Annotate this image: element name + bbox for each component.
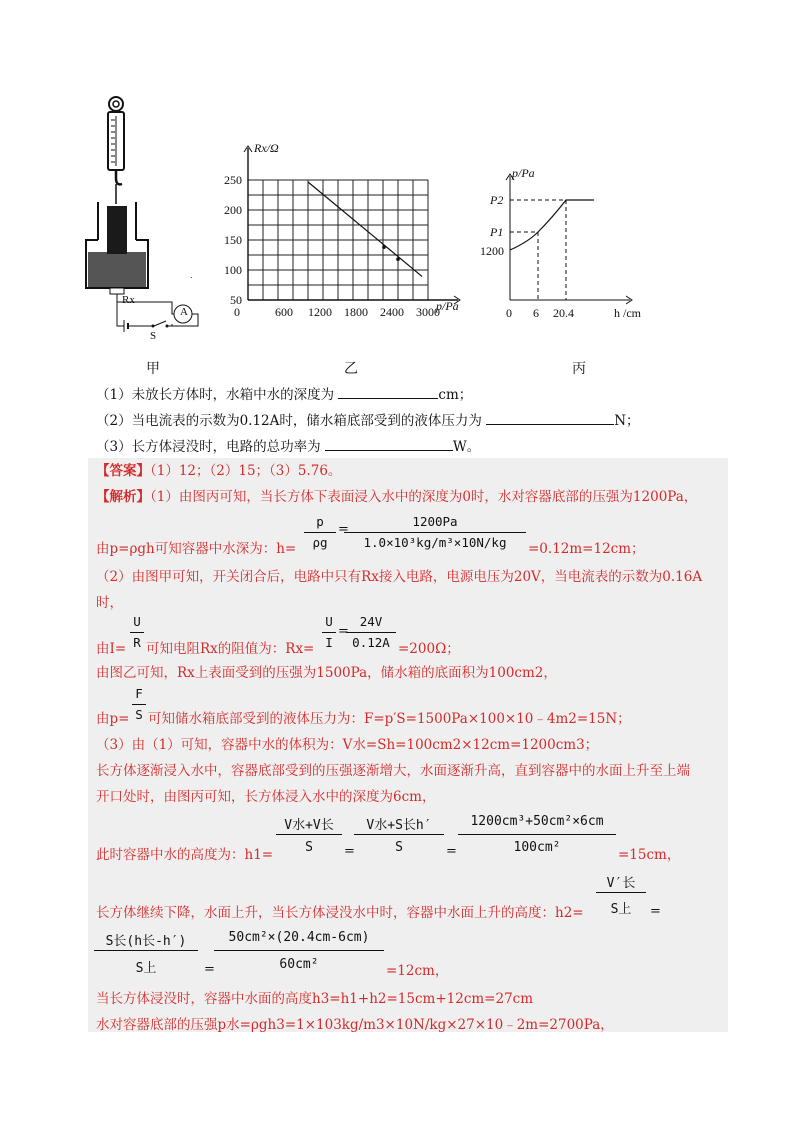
x-axis-label: p/Pa — [436, 299, 459, 313]
analysis-line-5a: 由I= — [96, 641, 127, 657]
bing-xlabel: h /cm — [614, 306, 641, 320]
answer-blank-2[interactable] — [486, 412, 614, 425]
equals-5: = — [650, 904, 661, 919]
equals-2: = — [338, 624, 349, 639]
analysis-line-3: （2）由图甲可知，开关闭合后，电路中只有Rx接入电路，电源电压为20V，当电流表的示数为0.16A — [96, 569, 703, 585]
analysis-line-2b: =0.12m=12cm； — [528, 541, 645, 557]
analysis-line-2: 由p=ρgh可知容器中水深为：h= — [96, 541, 297, 557]
equals-4: = — [446, 844, 457, 859]
equals-1: = — [338, 522, 349, 537]
bing-x204: 20.4 — [553, 306, 574, 320]
answer-blank-1[interactable] — [338, 386, 438, 399]
equals-3: = — [344, 844, 355, 859]
bing-x0: 0 — [506, 306, 512, 320]
y-tick-label: 100 — [224, 263, 242, 277]
fraction-h2-c: 50cm²×(20.4cm-6cm) 60cm² — [214, 930, 384, 980]
y-tick-label: 50 — [230, 293, 242, 307]
figure-bing-chart — [470, 160, 660, 320]
figure-jia — [80, 92, 220, 352]
fraction-1200pa: 1200Pa 1.0×10³kg/m³×10N/kg — [344, 514, 526, 556]
question-3: （3）长方体浸没时，电路的总功率为 W。 — [96, 439, 481, 455]
analysis-line-10: 开口处时，由图丙可知，长方体浸入水中的深度为6cm， — [96, 789, 436, 805]
bing-x6: 6 — [533, 306, 539, 320]
analysis-line-9: 长方体逐渐浸入水中，容器底部受到的压强逐渐增大，水面逐渐升高，直到容器中的水面上升至上端 — [96, 763, 690, 779]
y-tick-label: 150 — [224, 233, 242, 247]
analysis-line-7b: 可知储水箱底部受到的液体压力为：F=p′S=1500Pa×100×10﹣4m2=15N； — [148, 711, 631, 727]
question-2: （2）当电流表的示数为0.12A时，储水箱底部受到的液体压力为 N； — [96, 413, 640, 429]
rx-line — [308, 182, 422, 276]
y-axis-label: Rx/Ω — [254, 141, 279, 155]
x-tick-label: 3000 — [416, 305, 440, 319]
analysis-line-8: （3）由（1）可知，容器中水的体积为：V水=Sh=100cm2×12cm=1200cm3； — [96, 737, 599, 753]
analysis-line-13b: =12cm， — [386, 963, 449, 979]
answer-blank-3[interactable] — [325, 438, 453, 451]
fraction-h1-b: V水+S长h′ S — [354, 814, 444, 862]
bing-ylabel: p/Pa — [512, 166, 535, 180]
analysis-line-11a: 此时容器中水的高度为：h1= — [96, 847, 274, 863]
bing-1200: 1200 — [480, 244, 504, 258]
fraction-f-over-s: F S — [132, 686, 146, 728]
question-1: （1）未放长方体时，水箱中水的深度为 cm； — [96, 387, 473, 403]
analysis-line-1: 【解析】（1）由图丙可知，当长方体下表面浸入水中的深度为0时，水对容器底部的压强为1200Pa， — [96, 489, 698, 505]
y-tick-label: 250 — [224, 173, 242, 187]
analysis-line-14: 当长方体浸没时，容器中水面的高度h3=h1+h2=15cm+12cm=27cm — [96, 991, 534, 1007]
bing-p2: P2 — [490, 193, 504, 207]
analysis-line-15: 水对容器底部的压强p水=ρgh3=1×103kg/m3×10N/kg×27×10﹣2m=2700Pa， — [96, 1017, 614, 1033]
svg-text:.: . — [190, 271, 193, 280]
analysis-line-7a: 由p= — [96, 711, 130, 727]
caption-yi: 乙 — [344, 361, 358, 377]
analysis-line-4: 时， — [96, 595, 123, 611]
x-tick-label: 2400 — [380, 305, 404, 319]
fraction-u-over-r: U R — [130, 614, 144, 656]
fraction-h1-a: V水+V长 S — [276, 814, 342, 862]
bing-p1: P1 — [490, 225, 504, 239]
x-tick-label: 600 — [275, 305, 293, 319]
rx-label: Rx — [122, 294, 135, 306]
analysis-line-11b: =15cm， — [618, 847, 681, 863]
rx-point — [396, 257, 400, 261]
fraction-h1-c: 1200cm³+50cm²×6cm 100cm² — [458, 814, 616, 862]
fraction-24v: 24V 0.12A — [346, 614, 396, 656]
caption-jia: 甲 — [146, 361, 160, 377]
y-tick-label: 200 — [224, 203, 242, 217]
x-tick-label: 1800 — [344, 305, 368, 319]
fraction-u-over-i: U I — [322, 614, 336, 656]
equals-6: = — [204, 962, 215, 977]
x-tick-label: 1200 — [308, 305, 332, 319]
x-tick-label: 0 — [234, 305, 240, 319]
switch-label: S — [150, 330, 157, 342]
rx-point — [382, 245, 386, 249]
answer-line: 【答案】（1）12；（2）15；（3）5.76。 — [96, 463, 342, 479]
ammeter-label: A — [180, 306, 188, 318]
analysis-line-6: 由图乙可知，Rx上表面受到的压强为1500Pa，储水箱的底面积为100cm2， — [96, 665, 557, 681]
fraction-h2-a: V′长 S上 — [596, 872, 646, 920]
fraction-p-over-rhog: p ρg — [304, 514, 336, 556]
analysis-line-5b: 可知电阻Rx的阻值为：Rx= — [146, 641, 315, 657]
caption-bing: 丙 — [572, 361, 586, 377]
fraction-h2-b: S长(h长-h′) S上 — [94, 930, 198, 980]
analysis-line-5c: =200Ω； — [398, 641, 460, 657]
analysis-line-12: 长方体继续下降，水面上升，当长方体浸没水中时，容器中水面上升的高度：h2= — [96, 905, 584, 921]
figure-yi-chart — [200, 140, 480, 320]
